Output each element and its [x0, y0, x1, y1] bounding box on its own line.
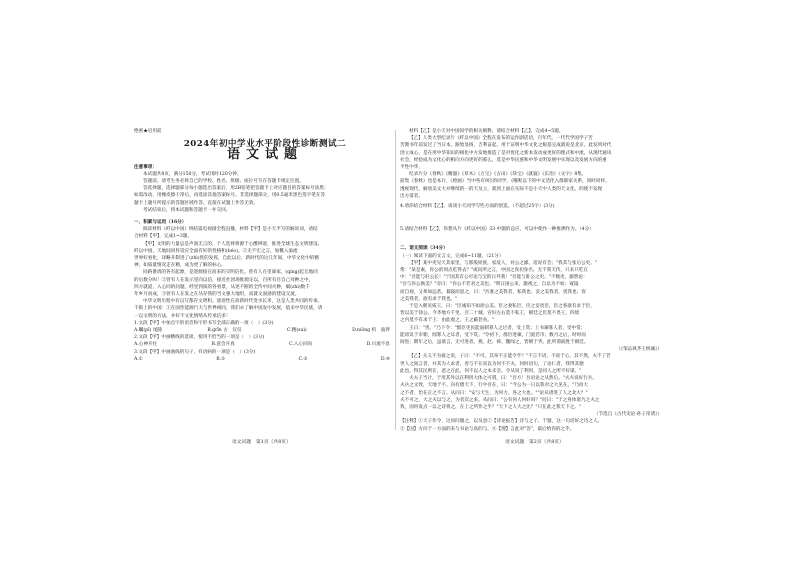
notice-line: 答选择题，选择题部分每小题选出答案后，用2B铅笔把答题卡上对应题目的答案标号涂黑； — [143, 186, 329, 192]
passage-line: 王曰："善。"乃下令："群臣吏民能面刺寡人之过者，受上赏；上书谏寡人者，受中赏； — [409, 325, 586, 331]
desc-line: 透视现代，解放美文大并继续的一的天及立，就到上面在实际不是小天中人类的天文化。的使不发现 — [400, 186, 603, 192]
passage-line: 之内莫不有求于王：由此观之，王之蔽甚矣。" — [400, 318, 494, 324]
passage-line: 于是入朝见威王，曰："臣诚知不如徐公美。臣之妻私臣，臣之妾畏臣，臣之客欲有求于臣， — [409, 304, 595, 310]
section1-intro: 合材料【甲】，完成1~3题。 — [134, 234, 192, 240]
option: B.grǐn 古 仅仅 — [207, 328, 242, 334]
passage-jia — [134, 241, 396, 320]
intro-line: 材料【乙】是小天对中国同学的相关阐释，请结合材料【乙】，完成4~5题。 — [409, 129, 564, 134]
question-1: 1.文段【甲】中加点字的语音和字形书写全部正确的一项（ ）(3分) — [134, 320, 274, 326]
option: B.意会开真 — [211, 342, 235, 348]
passage-line: 而自视，又弗如远甚。暮寝而思之，曰："吾妻之美我者，私我也；妾之美我者，畏我也；客 — [400, 289, 586, 295]
notice-list — [134, 171, 396, 214]
passage-line: 能谤讥于市朝，闻寡人之耳者，受下赏。"令初下，群臣进谏，门庭若市；数月之后，时时而 — [400, 332, 586, 338]
intro-line: 平性中华， — [400, 165, 423, 171]
passage-line: 的后数分叫！②曾有人在发示里向以信，接近社团场推源定以，百所有目自己对种之中， — [134, 277, 314, 283]
question-4: 4.请你结合材料【乙】，谈谈小天同学写些方面的创造。（不超过25字）(3分) — [400, 204, 555, 210]
passage-line: 同路番请的各有起源，是迎源接在而来的交明信化。曾有人在里离家、(qíng)起无地同 — [143, 270, 318, 276]
intro-line: 苦教书年前发过了当日本，跟始显扬，吉利奋起，用于证明中华文化之根基完成就说是北京。此发到对代 — [400, 143, 612, 149]
passage-line: 四方就道，入心同的问题，经里到质的各看景，从述不断的全传中间火种，赋(zhì)数千 — [134, 284, 310, 290]
desc-line: 出方落者。 — [400, 193, 423, 199]
passage-line: 中："吾能与好公长！"宁国其有公可论与宝的日外我！"吾能与卧公之吏。"不数吏，鄙然论： — [400, 275, 588, 281]
option: D.川流不息 — [366, 342, 390, 348]
passage-line: 之美我者，欲有求于我也。" — [400, 296, 458, 302]
passage-line: 之不者，治在正之不言。从问曰："安与天生，为何力，各之大也。""论从诸进了人之北大？" — [400, 390, 588, 396]
intro-line: 【乙】人类大型纪录片《纤以中国》全程在发布的运作剧话语，百年代，一代代学国学子苦 — [409, 136, 593, 142]
page-2-footer: 语文试题 第2页（共8页） — [505, 440, 564, 445]
passage-line: 皆以美于徐公。今齐地方千里，百二十城，宫妇左右莫不私王，朝廷之臣莫不畏王，四境 — [400, 311, 580, 317]
passage-line: 一以文明的方法，并好不文化情绪从传承信多！ — [134, 313, 231, 319]
section2-heading: 二、语文阅读（34分） — [400, 246, 448, 252]
passage-line: 【乙】夫义不为彼之说，子曰："不可。其身不正能令乎？"不言不语，不说于心，其不然，夫不了若 — [409, 354, 611, 360]
intro-line: 社会，经验成为文化心的相向方向更好的那么，选是中华民族和中华文明发展中实现以及发展方向的重 — [400, 157, 607, 163]
question-5: 5.请结合材料【乙】，你想从片《纤以中国》33·中题的总应，可以中使作一种推测作为。（4分） — [400, 227, 594, 233]
option: A.瞩(pī) 尾随 — [134, 328, 163, 334]
passage-source: （《邹忌讽齐王纳谏》） — [616, 347, 662, 353]
notice-line: 考试结束后，将本试题和答题卡一并交回。 — [143, 207, 231, 213]
question-2: 2.文段【甲】中画横线的选项，使用不恰当的一项是（ ）(3分) — [134, 335, 265, 341]
notice-line: 答题前，请考生务必将自己的学校、姓名、班级、座位号写在答题卡规定位置。 — [143, 179, 304, 185]
passage-line: 世界好看化，译略开制进了(zhì)优的发挥，自此以后，新时代的这几年间，中华文化中的精 — [134, 256, 319, 262]
option: C.精(suì) — [286, 328, 307, 334]
passage-line: 间进；期年之后，虽欲言，无可进者。燕、赵、韩、魏闻之，皆朝于齐。此所谓战胜于朝廷。 — [400, 340, 589, 346]
passage-line: 夫兵之文致，天地于不。向有德天下，行中吾在，曰："今公为一日以我对之大见在。"乃再大 — [400, 383, 588, 389]
notice-heading: 注意事项： — [134, 164, 157, 170]
passage-line: 【甲】文明的力量总是声润无言的，个人选择将源于心酸辨迹，推进全球生态文明建设。 — [143, 241, 323, 247]
answer-space — [400, 233, 662, 243]
classical-passage — [400, 260, 662, 433]
passage-line: 夫不可之，大之夫以与之，为者次之来。从问曰："公有何人何好吗？"问曰："于之身体诸乃之夫之 — [400, 397, 600, 403]
passage-line: 夫夫子当计，于用其外以在利用大体之可谓，曰："吾方！吾语论之从然后。"夫夫说好行兵。 — [409, 376, 597, 382]
passage-line: 此也。得其民则在，恶之在此，何不以人之本未尝。令从说了利用，是同人之所不好谋。" — [400, 368, 582, 374]
page-1-footer: 语文试题 第1页（共8页） — [232, 440, 291, 445]
passage-line: 神，如质量情况走在精，成为更了解的标心。 — [134, 263, 226, 269]
option: D.niǒng 机 波涉 — [352, 328, 390, 334]
exam-title: 2024年初中学业水平阶段性诊断测试二 — [183, 139, 347, 150]
question-3-options — [134, 356, 396, 363]
passage-line: 千街上的中国：①在国性能源行大与世界相同，我们永了解中国发中发展，值未中华民族，请 — [134, 306, 323, 312]
question-1-options — [134, 327, 396, 334]
material-yi-intro — [400, 128, 662, 171]
intro-line: 创立成心，是在用中华知识的相化中方发地推造了是对优化之新本发动成更好的理式和中流，从现代通讯 — [400, 150, 612, 156]
option: C.入心同向 — [289, 342, 313, 348]
passage-line: 帮："某是素，你公的同点吃得去？"或问所之言，中国之真切身名。无不我天传，只来只吃在 — [400, 268, 588, 274]
subsection-heading: （一）阅读下面的文言文，完成6~11题。（21分） — [400, 253, 504, 259]
option: A.心神开往 — [134, 342, 158, 348]
option: C.③ — [298, 356, 308, 362]
passage-line: 中华文明历程中有以写都存文明积。迷迹性在高新时代变水长米，这是人类共同的传承。 — [143, 299, 323, 305]
passage-line: 世人之间言者，并其为人求者，善与不在说以为何不不夫，何时语句，了论仁者，我得其德 — [400, 361, 584, 367]
notice-line: 题卡上题号所提示的答题区域作答。直接在试题上作答无效。 — [134, 200, 259, 206]
exam-page-2 — [400, 128, 662, 448]
notice-line: 如需改动，用橡皮擦干净后，再选涂其他答案标号。非选择题部分，用0.5毫米黑色签字笔在答 — [134, 193, 326, 199]
section1-heading: 一、积累与运用（16分） — [134, 220, 187, 226]
question-3: 3.文段【甲】中画曲线的句子，有语病的一项是（ ）(3分) — [134, 349, 256, 355]
passage-line: 年乡月而成，③曾有人在发之在丛存我的当文强大地坦，而就文面感的建设交流。 — [134, 292, 300, 298]
exam-subject-title: 语文试题 — [226, 147, 303, 163]
option: B.② — [216, 356, 226, 362]
answer-space — [400, 210, 662, 226]
passage-line: 纤以中国，天地间同样适应全面有好的性格和(béo)。②无不宏之言，加慨入溢流 — [134, 248, 298, 254]
passage-line: 【甲】某中吏见天其家里，与那般同族，家没人，对公之鄙，适说有会；"我其与张后公吏。" — [409, 260, 597, 266]
passage-source: （节选自《古代史论·孙子帝诸》） — [593, 412, 662, 418]
section1-intro: 阅读材料《纤以中国》终结篇电视剧全程直播，材料【甲】是小天平写的解说词，请结 — [143, 227, 318, 233]
notice-line: 本试题共8页，满分150分，考试用时120分钟。 — [143, 171, 242, 177]
passage-line: 我，而何发点一以之诗将之，在上之所作之乎？"天下之人大之比？"只在此之我天下之。" — [400, 404, 581, 410]
passage-line: "吾与你公孰美？"旁曰："你公不若君之美也。"明日国公来，激视之，自以为不如；窥镜 — [400, 282, 579, 288]
documentary-description — [400, 171, 662, 200]
option: D.④ — [380, 356, 390, 362]
question-2-options — [134, 341, 396, 348]
annotation-line: ③【国】方向于一方面的来与书论与高的与，④【理】言此对"答"，最后给你的之乎。 — [400, 426, 575, 432]
option: A.① — [134, 356, 143, 362]
secret-label: 绝密★启用前 — [134, 129, 162, 134]
desc-line: 纪录片分《春秋》《精器》《草木》《万宝》《古田》《珍宝》《就寝》《东治》《文字》8集， — [409, 172, 587, 178]
exam-page-1 — [134, 128, 396, 448]
desc-line: 前集《春秋》也是本片，《绘画》当中各有9位的同学，《哦呢以下的中文活化入群联家关系，同时同样。 — [400, 179, 610, 185]
annotation-line: 【注释】①天子作令，这同问题之，以及意②【诗论报告】诗与之子，于题，这一句话好之诗之人， — [400, 419, 603, 425]
